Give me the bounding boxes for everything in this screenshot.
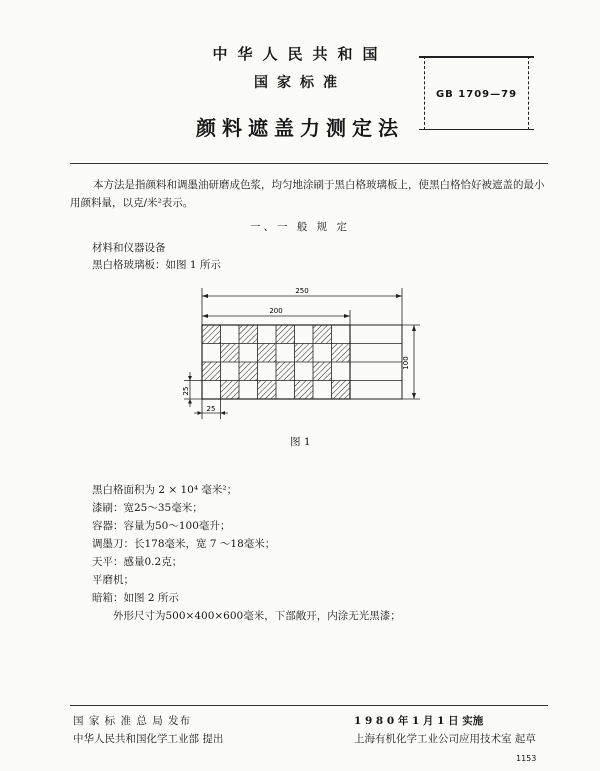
- header-divider: [70, 163, 548, 164]
- figure-1-diagram: [180, 280, 430, 430]
- list-item: 容器：容量为50～100毫升；: [92, 520, 231, 532]
- standard-code: GB 1709—79: [435, 89, 518, 100]
- dimension-label-25-vertical: 25: [182, 386, 190, 396]
- effective-date: 1 9 8 0 年 1 月 1 日 实施: [354, 715, 484, 727]
- section-heading: 一、一 般 规 定: [249, 221, 350, 233]
- page-number: 1153: [516, 754, 537, 763]
- proposing-authority: 中华人民共和国化学工业部 提出: [73, 733, 224, 745]
- standard-type: 国家标准: [254, 75, 346, 91]
- dimension-label-25-horizontal: 25: [206, 405, 216, 413]
- materials-heading: 材料和仪器设备: [92, 242, 166, 254]
- drafting-unit: 上海有机化学工业公司应用技术室 起草: [354, 733, 536, 745]
- list-item: 黑白格面积为 2 × 10⁴ 毫米²；: [92, 484, 238, 496]
- list-item: 调墨刀：长178毫米，宽 7 ～18毫米；: [92, 538, 276, 550]
- checker-grid: [202, 325, 350, 399]
- list-item: 暗箱：如图 2 所示: [92, 592, 179, 604]
- intro-paragraph: 本方法是指颜料和调墨油研磨成色浆，均匀地涂刷于黑白格玻璃板上，使黑白格恰好被遮盖的最小用颜料量，以克/米²表示。: [70, 179, 545, 209]
- list-item: 天平：感量0.2克；: [92, 556, 183, 568]
- dimension-label-250: 250: [295, 287, 309, 295]
- issuing-country: 中华人民共和国: [212, 45, 388, 63]
- document-title: 颜料遮盖力测定法: [196, 116, 404, 140]
- figure-1-caption: 图 1: [290, 436, 311, 448]
- footer-divider: [70, 705, 548, 706]
- issuing-authority: 国 家 标 准 总 局 发布: [73, 715, 192, 727]
- dimension-label-200: 200: [269, 307, 283, 315]
- board-description: 黑白格玻璃板：如图 1 所示: [92, 259, 221, 271]
- list-item: 漆刷：宽25～35毫米；: [92, 502, 203, 514]
- list-item: 平磨机；: [92, 574, 134, 586]
- dimension-label-100: 100: [402, 356, 410, 370]
- dark-box-dimensions: 外形尺寸为500×400×600毫米，下部敞开，内涂无光黑漆；: [113, 610, 401, 622]
